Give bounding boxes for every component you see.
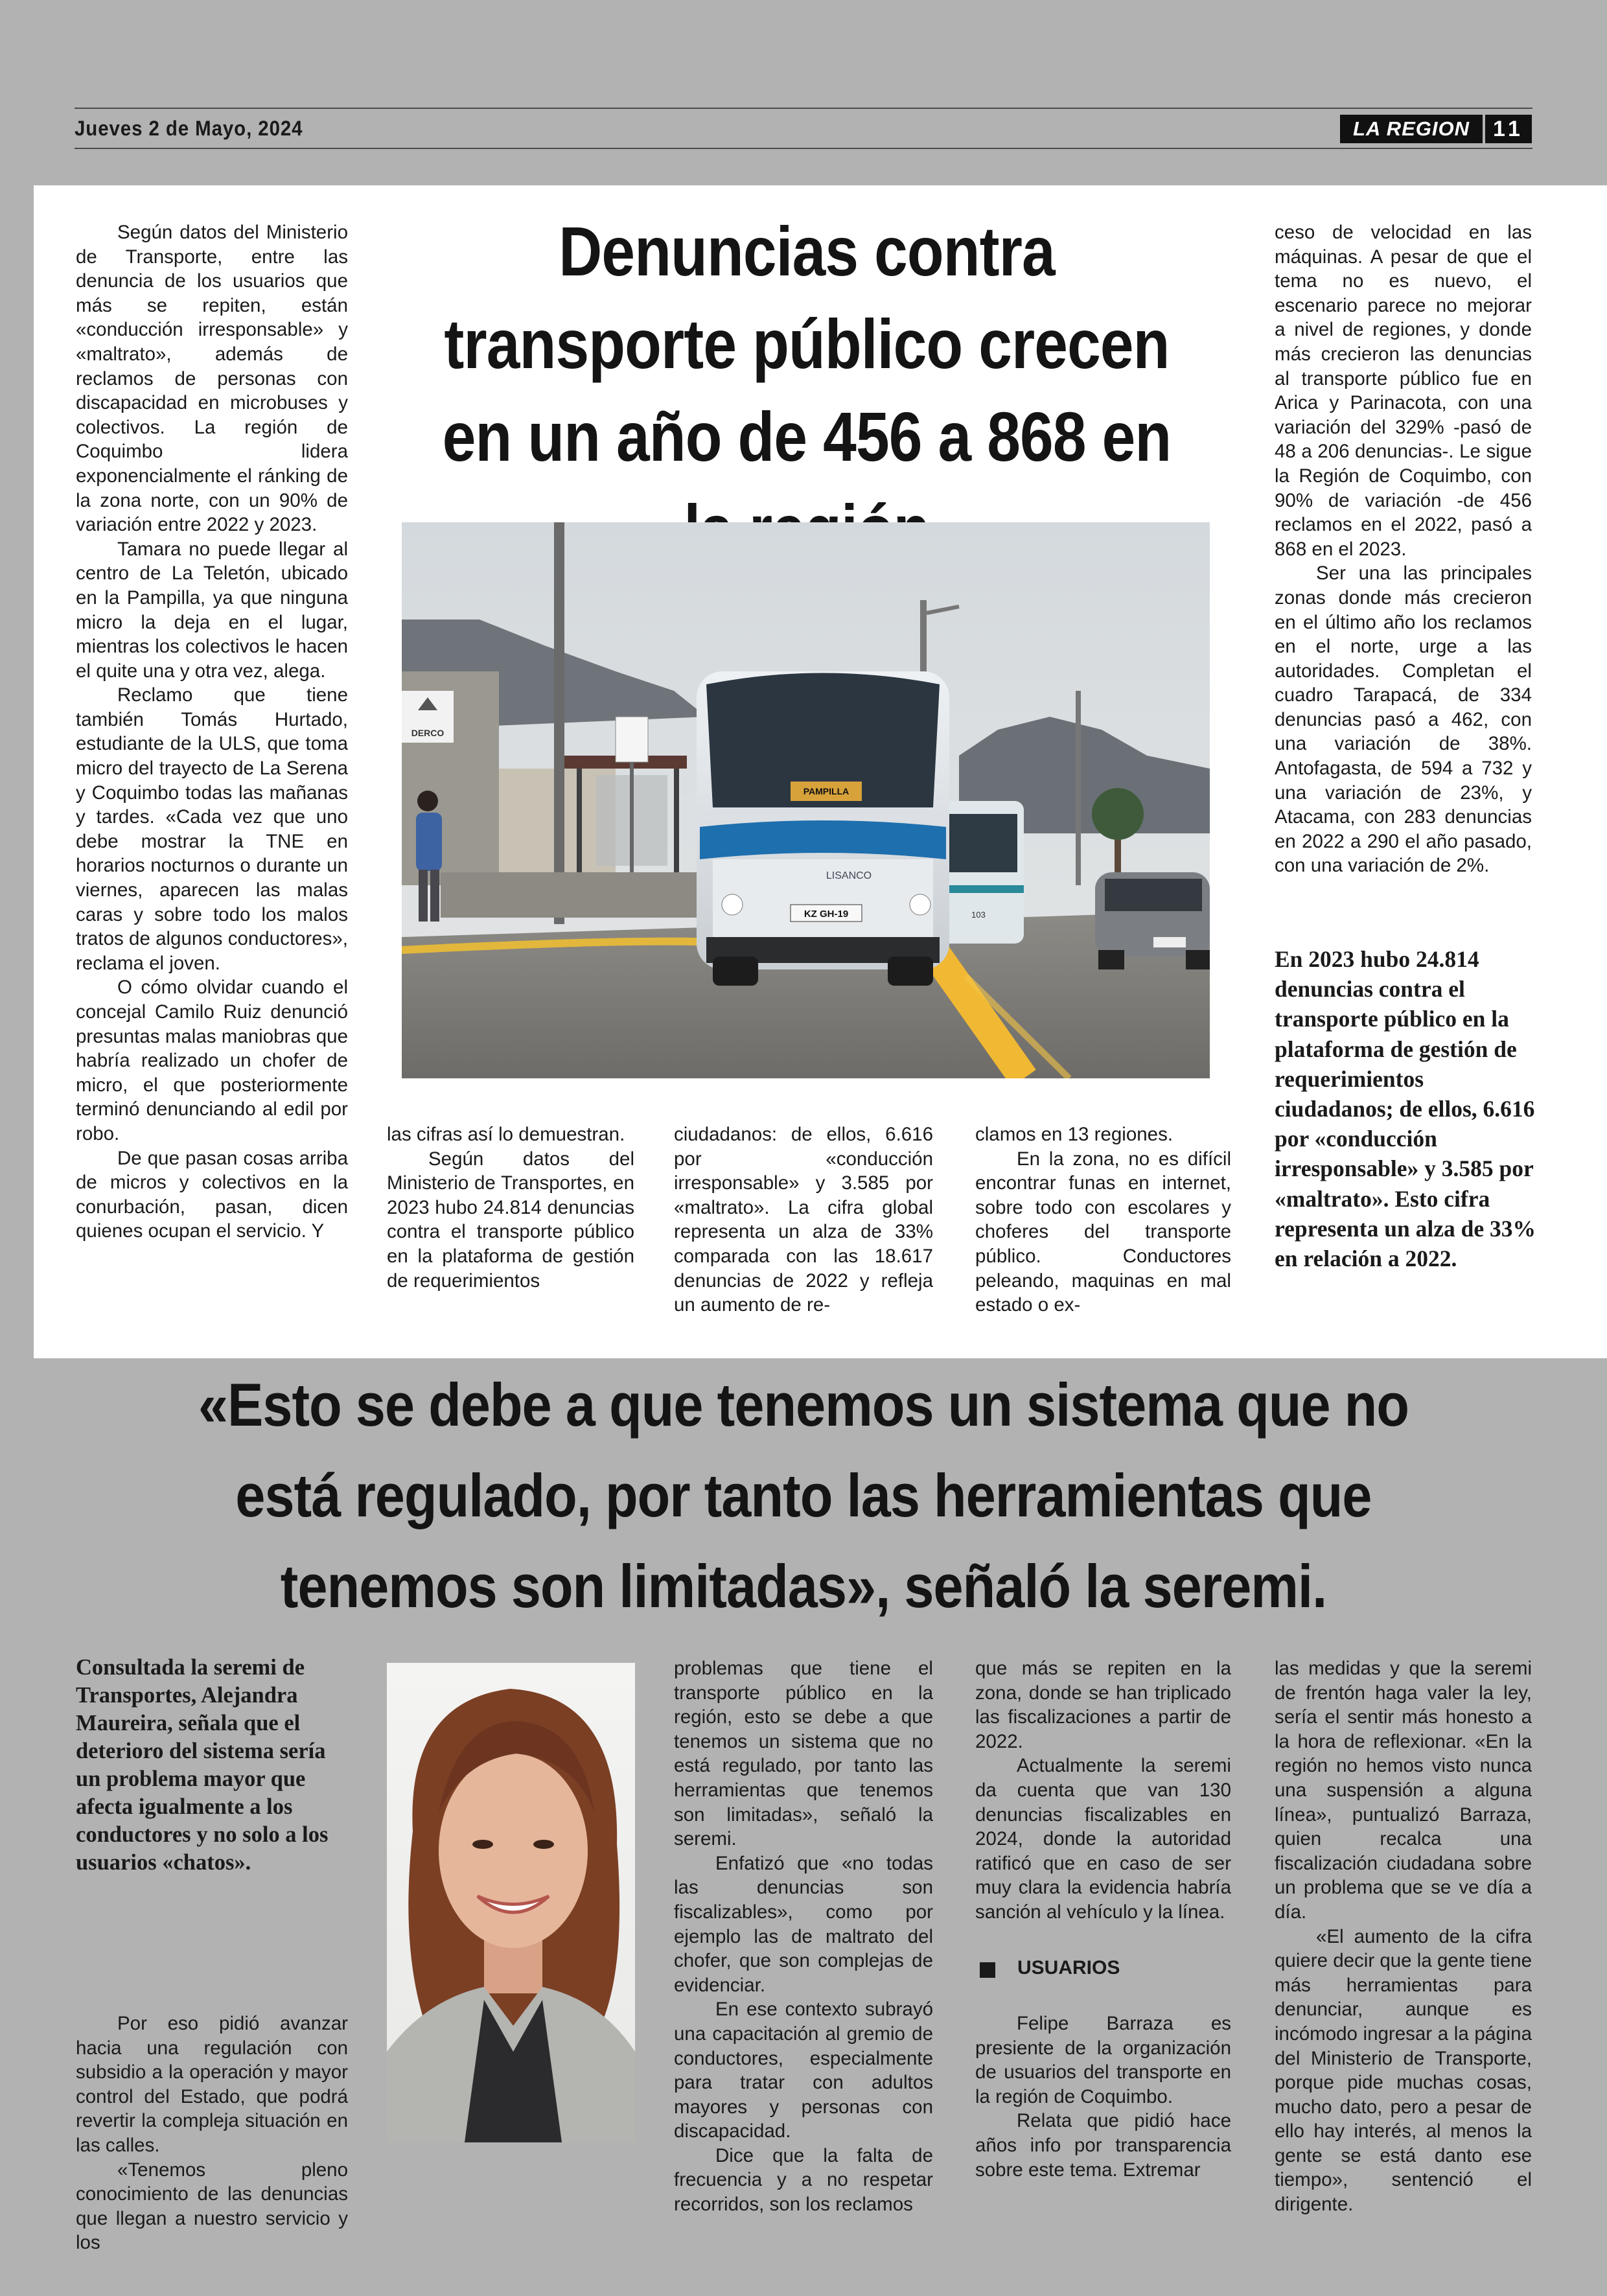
paragraph: En ese contexto subrayó una capacitación al gremio de conductores, especialmente para tratar con adultos mayores y personas con discapacidad. [674,1999,933,2142]
paragraph: Enfatizó que «no todas las denuncias son fiscalizables», como por ejemplo las de maltrato del chofer, que son complejas de evidenciar. [674,1852,933,1996]
paragraph: Actualmente la seremi da cuenta que van 130 denuncias fiscalizables en 2024, donde la autoridad ratificó que en caso de ser muy clara la evidencia habría sanción al vehículo y la línea. [975,1755,1231,1923]
paragraph: Relata que pidió hace años info por transparencia sobre este tema. Extremar [975,2110,1231,2181]
paragraph: las cifras así lo demuestran. [387,1124,625,1145]
second-article-column-3 [674,1656,933,2217]
section-subhead: USUARIOS [1017,1957,1120,1978]
paragraph: De que pasan cosas arriba de micros y colectivos en la conurbación, pasan, dicen quienes ocupan el servicio. Y [76,1147,348,1242]
paragraph: En la zona, no es difícil encontrar funas en internet, sobre todo con escolares y choferes del transporte público. Conductores peleando, maquinas en mal estado o ex- [975,1148,1231,1316]
second-article-column-5 [1275,1656,1532,2217]
license-plate: KZ GH-19 [804,909,849,920]
paragraph: Felipe Barraza es presiente de la organización de usuarios del transporte en la región de Coquimbo. [975,2013,1231,2107]
article-column-4 [975,1122,1231,1317]
paragraph: Según datos del Ministerio de Transporte, entre las denuncia de los usuarios que más se repiten, están «conducción irresponsable» y «maltrato», además de reclamos de personas con discapacidad en microbuses y colectivos. La región de Coquimbo lidera exponencialmente el ránking de la zona norte, con un 90% de variación entre 2022 y 2023. [76,222,348,536]
header-rule-top [75,108,1532,109]
paragraph: Reclamo que tiene también Tomás Hurtado, estudiante de la ULS, que toma micro del trayecto de La Serena y Coquimbo todas las mañanas y tardes. «Cada vez que uno debe mostrar la TNE en horarios nocturnos o durante un viernes, aparecen las malas caras y sobre todo los malos tratos de algunos conductores», reclama el joven. [76,684,348,974]
paragraph: Tamara no puede llegar al centro de La Teletón, ubicado en la Pampilla, ya que ninguna micro la deja en el lugar, mientras los colectivos le hacen el quite una y otra vez, alega. [76,538,348,682]
paragraph: «El aumento de la cifra quiere decir que la gente tiene más herramientas para denunciar, aunque es incómodo ingresar a la página del Ministerio de Transporte, porque pide muchas cosas, mucho dato, pero a pesar de ello hay interés, al menos la gente se está danto ese tiempo», sentenció el dirigente. [1275,1925,1532,2216]
paragraph: Por eso pidió avanzar hacia una regulación con subsidio a la operación y mayor control del Estado, que podrá revertir la compleja situación en las calles. [76,2013,348,2156]
paragraph: Según datos del Ministerio de Transportes, en 2023 hubo 24.814 denuncias contra el transporte público en la plataforma de gestión de requerimientos [387,1148,634,1292]
article-column-2 [387,1122,634,1293]
second-article-column-1 [76,2012,348,2255]
sign-text: DERCO [411,728,445,738]
header-rule-bottom [75,148,1532,149]
article-column-5 [1275,220,1532,878]
second-article-lead: Consultada la seremi de Transportes, Alejandra Maureira, señala que el deterioro del sistema sería un problema mayor que afecta igualmente a los conductores y no solo a los usuarios «chatos». [76,1655,329,1875]
bus-destination-sign: PAMPILLA [803,786,850,796]
pull-quote-highlight: En 2023 hubo 24.814 denuncias contra el transporte público en la plataforma de gestión de requerimientos ciudadanos; de ellos, 6.616 por «conducción irresponsable» y 3.585 por «maltrato». Esto cifra representa un alza de 33% en relación a 2022. [1275,946,1536,1272]
paragraph: problemas que tiene el transporte público en la región, esto se debe a que tenemos un sistema que no está regulado, por tanto las herramientas que tenemos son limitadas», señaló la seremi. [674,1658,933,1850]
article-column-3 [674,1122,933,1317]
paragraph: «Tenemos pleno conocimiento de las denuncias que llegan a nuestro servicio y los [76,2159,348,2254]
paragraph: ceso de velocidad en las máquinas. A pesar de que el tema no es nuevo, el escenario parece no mejorar a nivel de regiones, y donde más crecieron las denuncias al transporte público fue en Arica y Parinacota, con una variación del 329% -pasó de 48 a 206 denuncias-. Le sigue la Región de Coquimbo, con 90% de variación -de 456 reclamos en el 2022, pasó a 868 en el 2023. [1275,222,1532,560]
paragraph: ciudadanos: de ellos, 6.616 por «conducción irresponsable» y 3.585 por «maltrato». La cifra global representa un alza de 33% comparada con las 18.617 denuncias de 2022 y refleja un aumento de re- [674,1124,933,1316]
article-headline: Denuncias contra transporte público crecen en un año de 456 a 868 en [442,212,1172,476]
paragraph: O cómo olvidar cuando el concejal Camilo Ruiz denunció presuntas malas maniobras que habría realizado un chofer de micro, el que posteriormente terminó denunciando al edil por robo. [76,977,348,1144]
taxi-number: 103 [971,910,986,920]
newspaper-logo: LA REGION [1340,115,1483,143]
second-article-column-4 [975,1656,1231,1925]
subhead-bullet-square [980,1962,995,1978]
paragraph: Ser una las principales zonas donde más crecieron en el último año los reclamos en el norte, urge a las autoridades. Completan el cuadro Tarapacá, de 334 denuncias pasó a 462, con una variación de 38%. Antofagasta, de 594 a 732 y una variación de 23%, y Atacama, con 283 denuncias en 2022 a 290 el año pasado, con una variación de 2%. [1275,562,1532,877]
paragraph: clamos en 13 regiones. [975,1124,1173,1145]
article-column-1 [76,220,348,1244]
paragraph: las medidas y que la seremi de frentón haga valer la ley, sería el sentir más honesto a la hora de reflexionar. «En la región no hemos visto nunca una suspensión a alguna línea», puntualizó Barraza, quien recalca una fiscalización ciudadana sobre un problema que se ve día a día. [1275,1658,1532,1923]
bus-photo [402,522,1210,1078]
paragraph: que más se repiten en la zona, donde se han triplicado las fiscalizaciones a partir de 2022. [975,1658,1231,1752]
featured-quote: «Esto se debe a que tenemos un sistema que no está regulado, por tanto las herramientas que tenemos son limitadas», señaló la seremi. [198,1371,1409,1620]
seremi-portrait-photo [387,1663,635,2142]
page-number: 11 [1485,115,1532,143]
bus-brand: LISANCO [826,870,872,881]
issue-date: Jueves 2 de Mayo, 2024 [75,117,303,140]
second-article-column-4b [975,2012,1231,2182]
paragraph: Dice que la falta de frecuencia y a no respetar recorridos, son los reclamos [674,2144,933,2216]
